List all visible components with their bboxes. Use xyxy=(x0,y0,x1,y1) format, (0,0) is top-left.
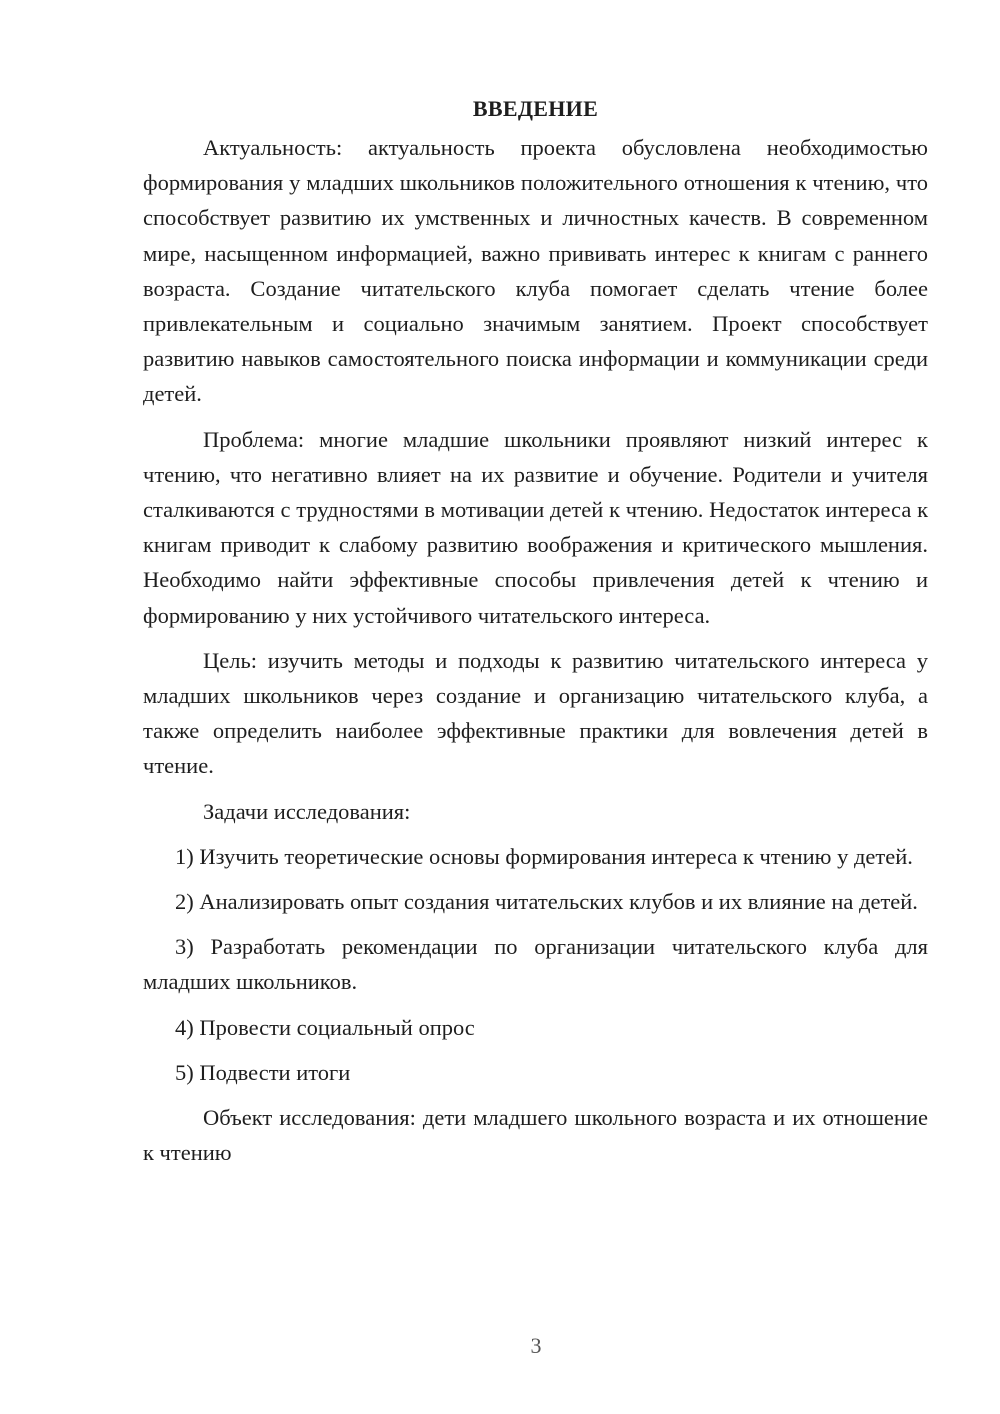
task-item-4: 4) Провести социальный опрос xyxy=(175,1014,475,1040)
relevance-paragraph: Актуальность: актуальность проекта обусловлена необходимостью формирования у младших школьников положительного отношения к чтению, что способствует развитию их умственных и личностных качеств. В современном мире, насыщенном информацией, важно прививать интерес к книгам с раннего возраста. Создание читательского клуба помогает сделать чтение более привлекательным и социально значимым занятием. Проект способствует развитию навыков самостоятельного поиска информации и коммуникации среди детей. xyxy=(143,135,928,407)
task-item-5: 5) Подвести итоги xyxy=(175,1059,351,1085)
page-number: 3 xyxy=(530,1333,542,1358)
page-title: ВВЕДЕНИЕ xyxy=(472,96,599,121)
task-item-2: 2) Анализировать опыт создания читательских клубов и их влияние на детей. xyxy=(175,889,918,915)
goal-paragraph: Цель: изучить методы и подходы к развитию читательского интереса у младших школьников через создание и организацию читательского клуба, а также определить наиболее эффективные практики для вовлечения детей в чтение. xyxy=(143,647,928,779)
task-item-3: 3) Разработать рекомендации по организации читательского клуба для младших школьников. xyxy=(143,934,928,995)
problem-paragraph: Проблема: многие младшие школьники проявляют низкий интерес к чтению, что негативно влияет на их развитие и обучение. Родители и учителя сталкиваются с трудностями в мотивации детей к чтению. Недостаток интереса к книгам приводит к слабому развитию воображения и критического мышления. Необходимо найти эффективные способы привлечения детей к чтению и формированию у них устойчивого читательского интереса. xyxy=(143,426,928,628)
document-page xyxy=(143,94,928,1180)
object-paragraph: Объект исследования: дети младшего школьного возраста и их отношение к чтению xyxy=(143,1105,928,1166)
tasks-heading: Задачи исследования: xyxy=(203,798,411,824)
task-item-1: 1) Изучить теоретические основы формирования интереса к чтению у детей. xyxy=(175,843,913,869)
